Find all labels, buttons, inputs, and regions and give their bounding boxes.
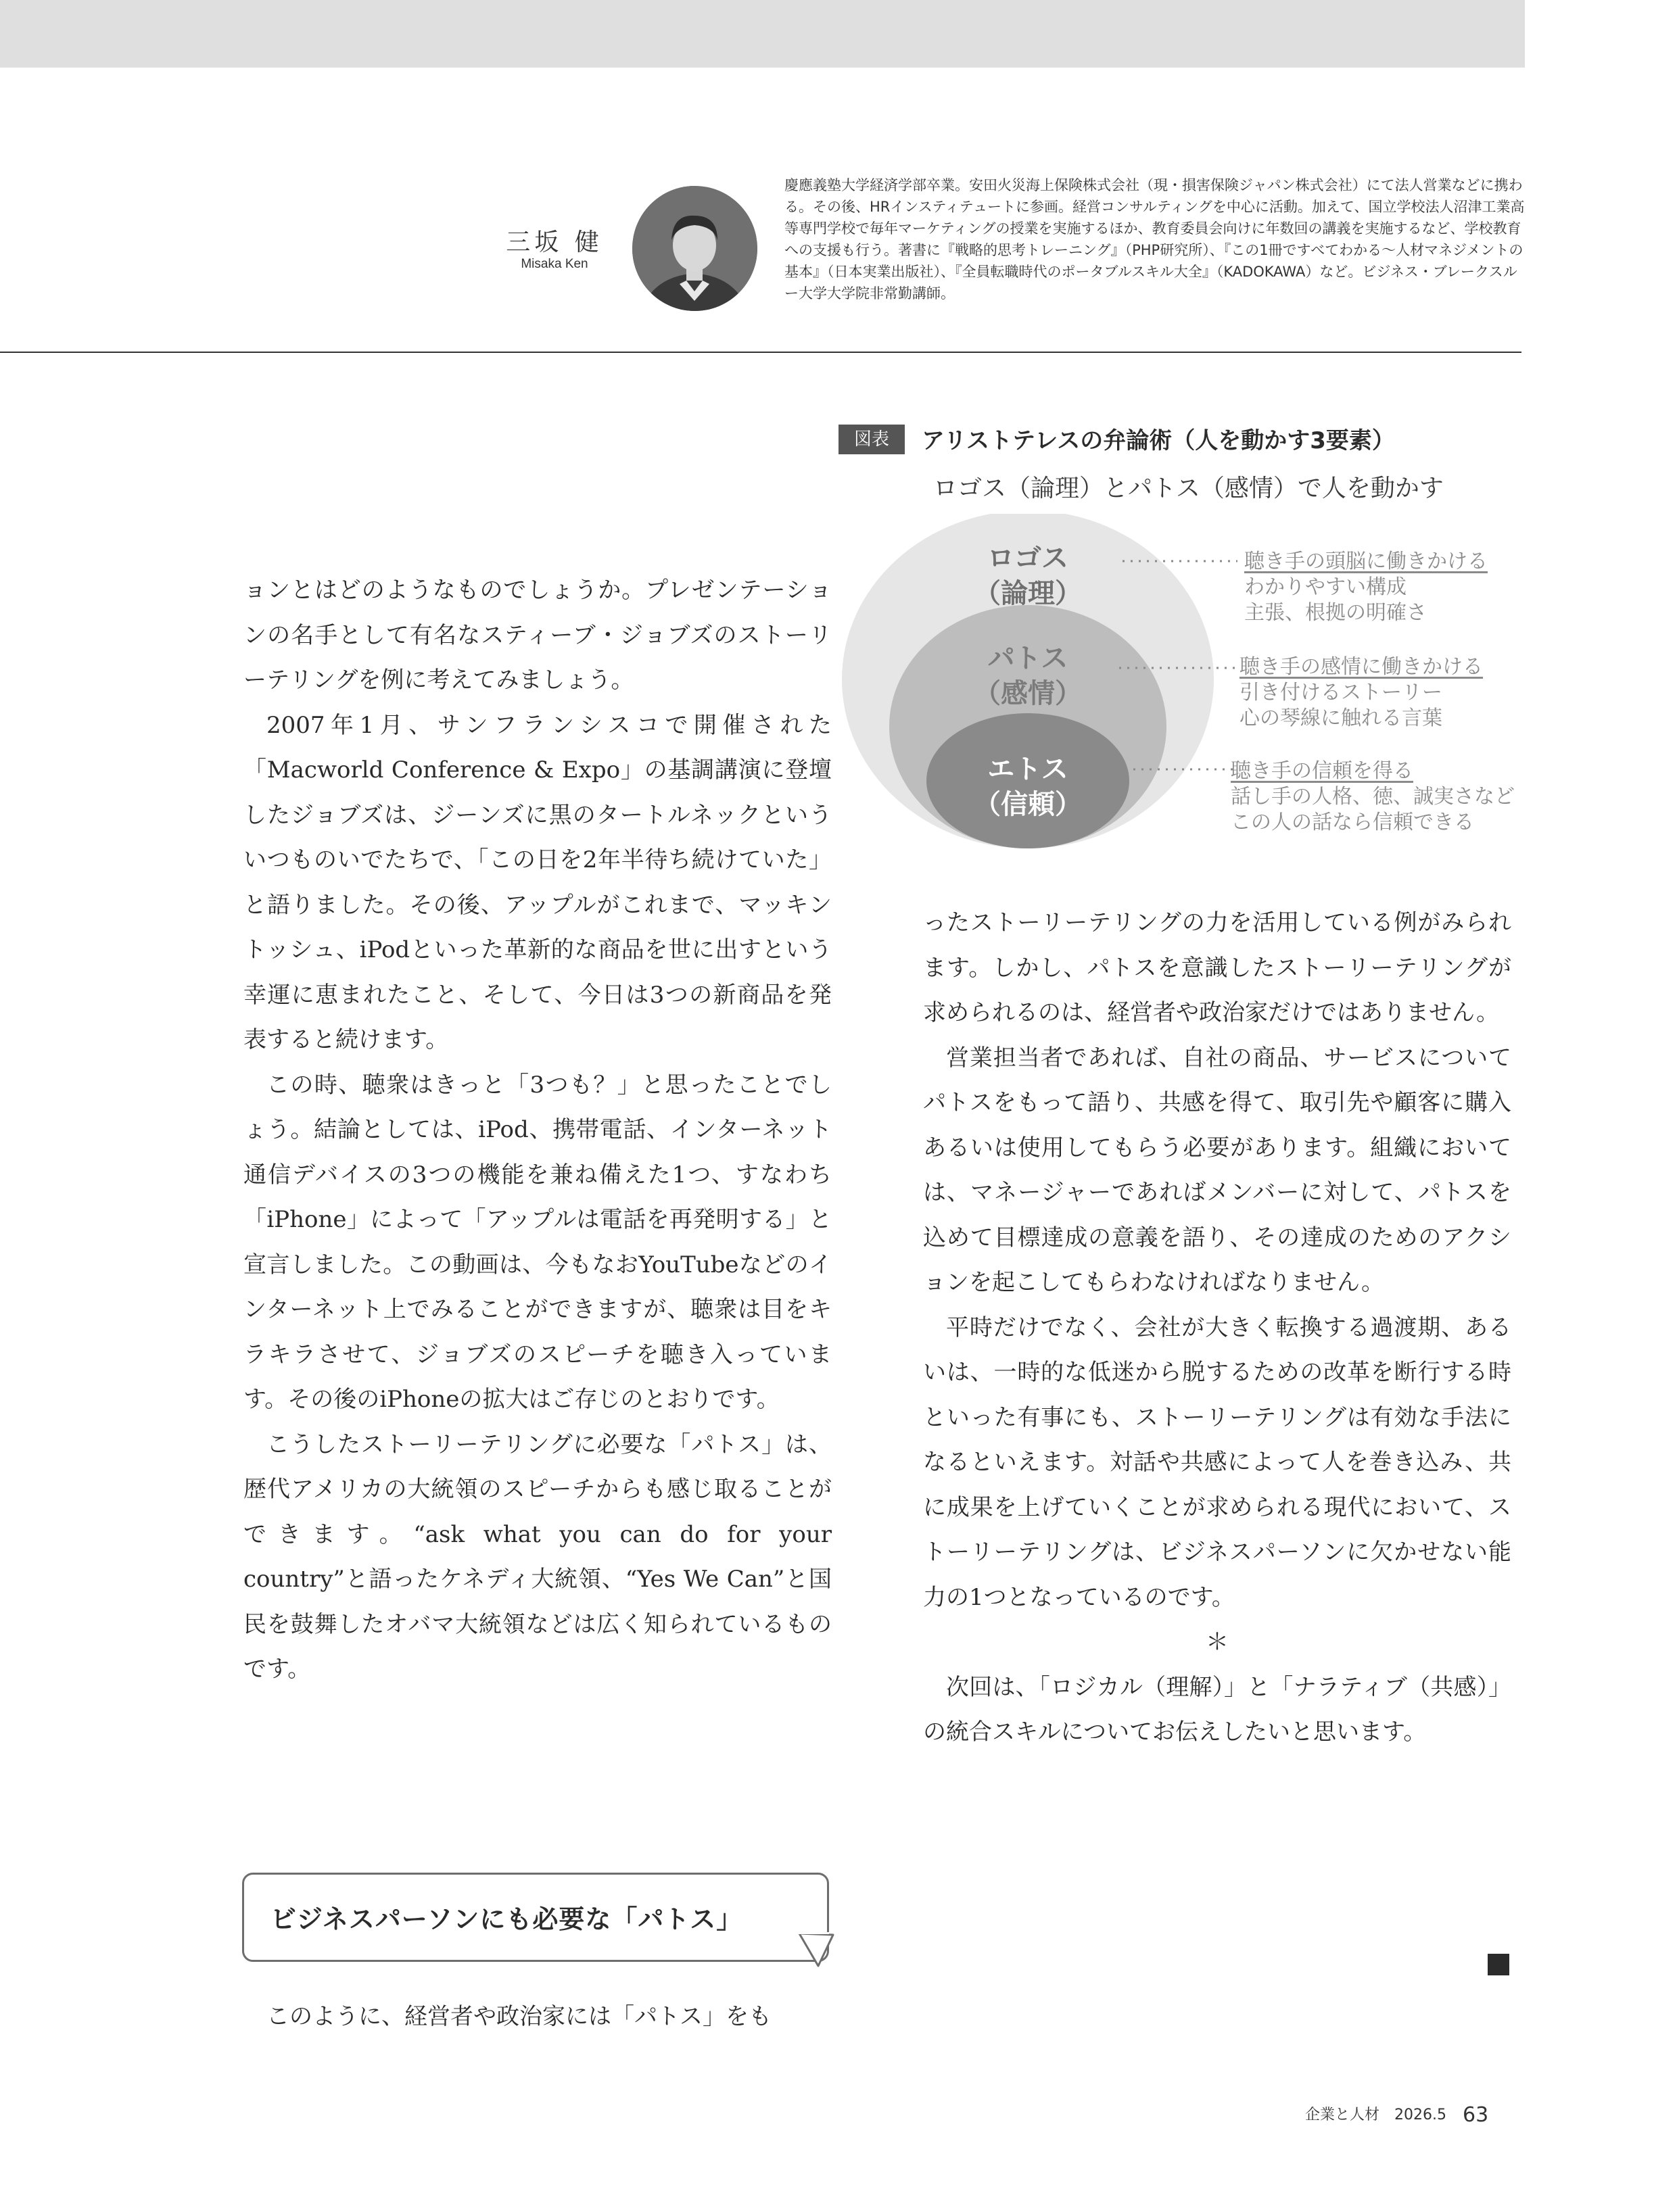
top-banner [0, 0, 1525, 68]
section-heading: ビジネスパーソンにも必要な「パトス」 [270, 1904, 743, 1934]
paragraph: こうしたストーリーテリングに必要な「パトス」は、歴代アメリカの大統領のスピーチからも感じ取ることができます。“ask what you can do for your country”と語ったケネディ大統領、“Yes We Can”と国民を鼓舞したオバマ大統領などは広く知られているものです。 [243, 1430, 832, 1683]
body-left-bottom [243, 1994, 832, 2040]
pathos-annotation: 聴き手の感情に働きかける 引き付けるストーリー 心の琴線に触れる言葉 [1239, 655, 1483, 730]
figure-title: アリストテレスの弁論術（人を動かす3要素） [922, 427, 1395, 454]
avatar [632, 186, 757, 311]
paragraph: 平時だけでなく、会社が大きく転換する過渡期、あるいは、一時的な低迷から脱するための改革を断行する時といった有事にも、ストーリーテリングは有効な手法になるといえます。対話や共感によって人を巻き込み、共に成果を上げていくことが求められる現代において、ストーリーテリングは、ビジネスパーソンに欠かせない能力の1つとなっているのです。 [923, 1314, 1511, 1611]
paragraph: ョンとはどのようなものでしょうか。プレゼンテーションの名手として有名なスティーブ・ジョブズのストーリーテリングを例に考えてみましょう。 [243, 577, 832, 694]
paragraph: 2007年1月、サンフランシスコで開催された「Macworld Conference & Expo」の基調講演に登壇したジョブズは、ジーンズに黒のタートルネックといういつものいでたちで、「この日を2年半待ち続けていた」と語りました。その後、アップルがこれまで、マッキントッシュ、iPodといった革新的な商品を世に出すという幸運に恵まれたこと、そして、今日は3つの新商品を発表すると続けます。 [243, 711, 832, 1053]
figure-subtitle: ロゴス（論理）とパトス（感情）で人を動かす [933, 475, 1444, 502]
logos-annotation: 聴き手の頭脳に働きかける わかりやすい構成 主張、根拠の明確さ [1244, 550, 1488, 625]
ethos-label: エトス （信頼） [974, 754, 1082, 820]
publication-info: 企業と人材 2026.5 [1305, 2107, 1446, 2123]
end-mark-icon [1488, 1954, 1509, 1975]
ethos-annotation: 聴き手の信頼を得る 話し手の人格、徳、誠実さなど この人の話なら信頼できる [1231, 759, 1515, 834]
paragraph: このように、経営者や政治家には「パトス」をも [266, 2003, 772, 2030]
author-bio: 慶應義塾大学経済学部卒業。安田火災海上保険株式会社（現・損害保険ジャパン株式会社）にて法人営業などに携わる。その後、HRインスティテュートに参画。経営コンサルティングを中心に活動。加えて、国立学校法人沼津工業高等専門学校で毎年マーケティングの授業を実施するほか、教育委員会向けに年数回の講義を実施するなど、学校教育への支援も行う。著書に『戦略的思考トレーニング』（PHP研究所）、『この1冊ですべてわかる～人材マネジメントの基本』（日本実業出版社）、『全員転職時代のポータブルスキル大全』（KADOKAWA）など。ビジネス・ブレークスルー大学大学院非常勤講師。 [784, 177, 1525, 302]
paragraph: 営業担当者であれば、自社の商品、サービスについてパトスをもって語り、共感を得て、取引先や顧客に購入あるいは使用してもらう必要があります。組織においては、マネージャーであればメンバーに対して、パトスを込めて目標達成の意義を語り、その達成のためのアクションを起こしてもらわなければなりません。 [923, 1044, 1511, 1296]
paragraph: この時、聴衆はきっと「3つも？」と思ったことでしょう。結論としては、iPod、携帯電話、インターネット通信デバイスの3つの機能を兼ね備えた1つ、すなわち「iPhone」によって「アップルは電話を再発明する」と宣言しました。この動画は、今もなおYouTubeなどのインターネット上でみることができますが、聴衆は目をキラキラさせて、ジョブズのスピーチを聴き入っています。その後のiPhoneの拡大はご存じのとおりです。 [243, 1071, 832, 1413]
speech-tail-icon [798, 1932, 839, 1973]
author-name: 三坂 健 [506, 229, 603, 256]
header-divider [0, 352, 1521, 353]
section-separator: ＊ [1206, 1629, 1229, 1656]
paragraph: 次回は、「ロジカル（理解）」と「ナラティブ（共感）」の統合スキルについてお伝えしたいと思います。 [923, 1673, 1511, 1746]
author-roman-name: Misaka Ken [521, 257, 588, 271]
body-left-column [243, 568, 832, 1692]
body-right-column [923, 900, 1511, 1755]
person-photo-icon [632, 186, 757, 311]
page-footer [1305, 2101, 1488, 2125]
figure-tag: 図表 [839, 425, 905, 454]
paragraph: ったストーリーテリングの力を活用している例がみられます。しかし、パトスを意識したストーリーテリングが求められるのは、経営者や政治家だけではありません。 [923, 909, 1511, 1026]
page-number: 63 [1462, 2103, 1489, 2127]
pathos-label: パトス （感情） [974, 643, 1082, 709]
logos-label: ロゴス （論理） [974, 543, 1082, 609]
